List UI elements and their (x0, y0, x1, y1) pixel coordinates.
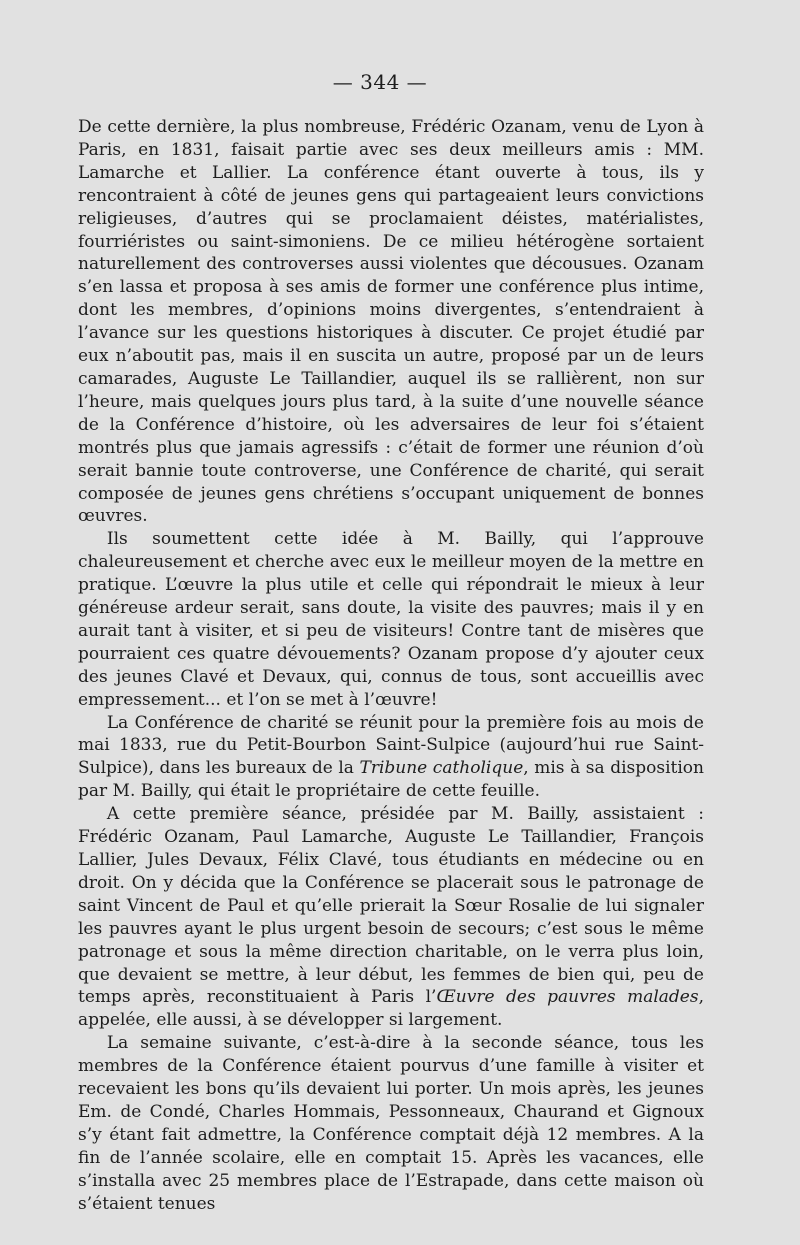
paragraph-2: Ils soumettent cette idée à M. Bailly, qui l’approuve chaleureusement et cherche avec eux le meilleur moyen de la mettre en pratique. L’œuvre la plus utile et celle qui répondrait le mieux à leur généreuse ardeur serait, sans doute, la visite des pauvres; mais il y en aurait tant à visiter, et si peu de visiteurs! Contre tant de misères que pourraient ces quatre dévouements? Ozanam propose d’y ajouter ceux des jeunes Clavé et Devaux, qui, connus de tous, sont accueillis avec empressement... et l’on se met à l’œuvre! (78, 529, 704, 710)
tribune-catholique-title: Tribune catholique (359, 758, 524, 779)
oeuvre-pauvres-malades-title: Œuvre des pauvres malades (436, 987, 699, 1008)
paragraph-4 (78, 803, 704, 1032)
body-text (78, 116, 704, 1216)
paragraph-5: La semaine suivante, c’est-à-dire à la seconde séance, tous les membres de la Conférence étaient pourvus d’une famille à visiter et recevaient les bons qu’ils devaient lui porter. Un mois après, les jeunes Em. de Condé, Charles Hommais, Pessonneaux, Chaurand et Gignoux s’y étant fait admettre, la Conférence comptait déjà 12 membres. A la fin de l’année scolaire, elle en comptait 15. Après les vacances, elle s’installa avec 25 membres place de l’Estrapade, dans cette maison où s’étaient tenues (78, 1033, 704, 1214)
paragraph-4-text-start: A cette première séance, présidée par M. Bailly, assistaient : Frédéric Ozanam, Paul Lamarche, Auguste Le Taillandier, François Lallier, Jules Devaux, Félix Clavé, tous étudiants en médecine ou en droit. On y décida que la Conférence se placerait sous le patronage de saint Vincent de Paul et qu’elle prierait la Sœur Rosalie de lui signaler les pauvres ayant le plus urgent besoin de secours; c’est sous le même patronage et sous la même direction charitable, on le verra plus loin, que devaient se mettre, à leur début, les femmes de bien qui, peu de temps après, reconstituaient à Paris l’ (78, 804, 704, 1008)
paragraph-1: De cette dernière, la plus nombreuse, Frédéric Ozanam, venu de Lyon à Paris, en 1831, faisait partie avec ses deux meilleurs amis : MM. Lamarche et Lallier. La conférence étant ouverte à tous, ils y rencontraient à côté de jeunes gens qui partageaient leurs convictions religieuses, d’autres qui se proclamaient déistes, matérialistes, fourriéristes ou saint-simoniens. De ce milieu hétérogène sortaient naturellement des controverses aussi violentes que décousues. Ozanam s’en lassa et proposa à ses amis de former une conférence plus intime, dont les membres, d’opinions moins divergentes, s’entendraient à l’avance sur les questions historiques à discuter. Ce projet étudié par eux n’aboutit pas, mais il en suscita un autre, proposé par un de leurs camarades, Auguste Le Taillandier, auquel ils se rallièrent, non sur l’heure, mais quelques jours plus tard, à la suite d’une nouvelle séance de la Conférence d’histoire, où les adversaires de leur foi s’étaient montrés plus que jamais agressifs : c’était de former une réunion d’où serait bannie toute controverse, une Conférence de charité, qui serait composée de jeunes gens chrétiens s’occupant uniquement de bonnes œuvres. (78, 117, 704, 527)
paragraph-3-text-end: , mis à sa disposition par M. Bailly, qui était le propriétaire de cette feuille. (78, 758, 704, 802)
paragraph-3 (78, 712, 704, 804)
paragraph-3-text-start: La Conférence de charité se réunit pour la première fois au mois de mai 1833, rue du Petit-Bourbon Saint-Sulpice (aujourd’hui rue Saint-Sulpice), dans les bureaux de la (78, 712, 704, 779)
page-number: — 344 — (332, 70, 428, 94)
paragraph-4-text-end: , appelée, elle aussi, à se développer si largement. (78, 987, 705, 1031)
